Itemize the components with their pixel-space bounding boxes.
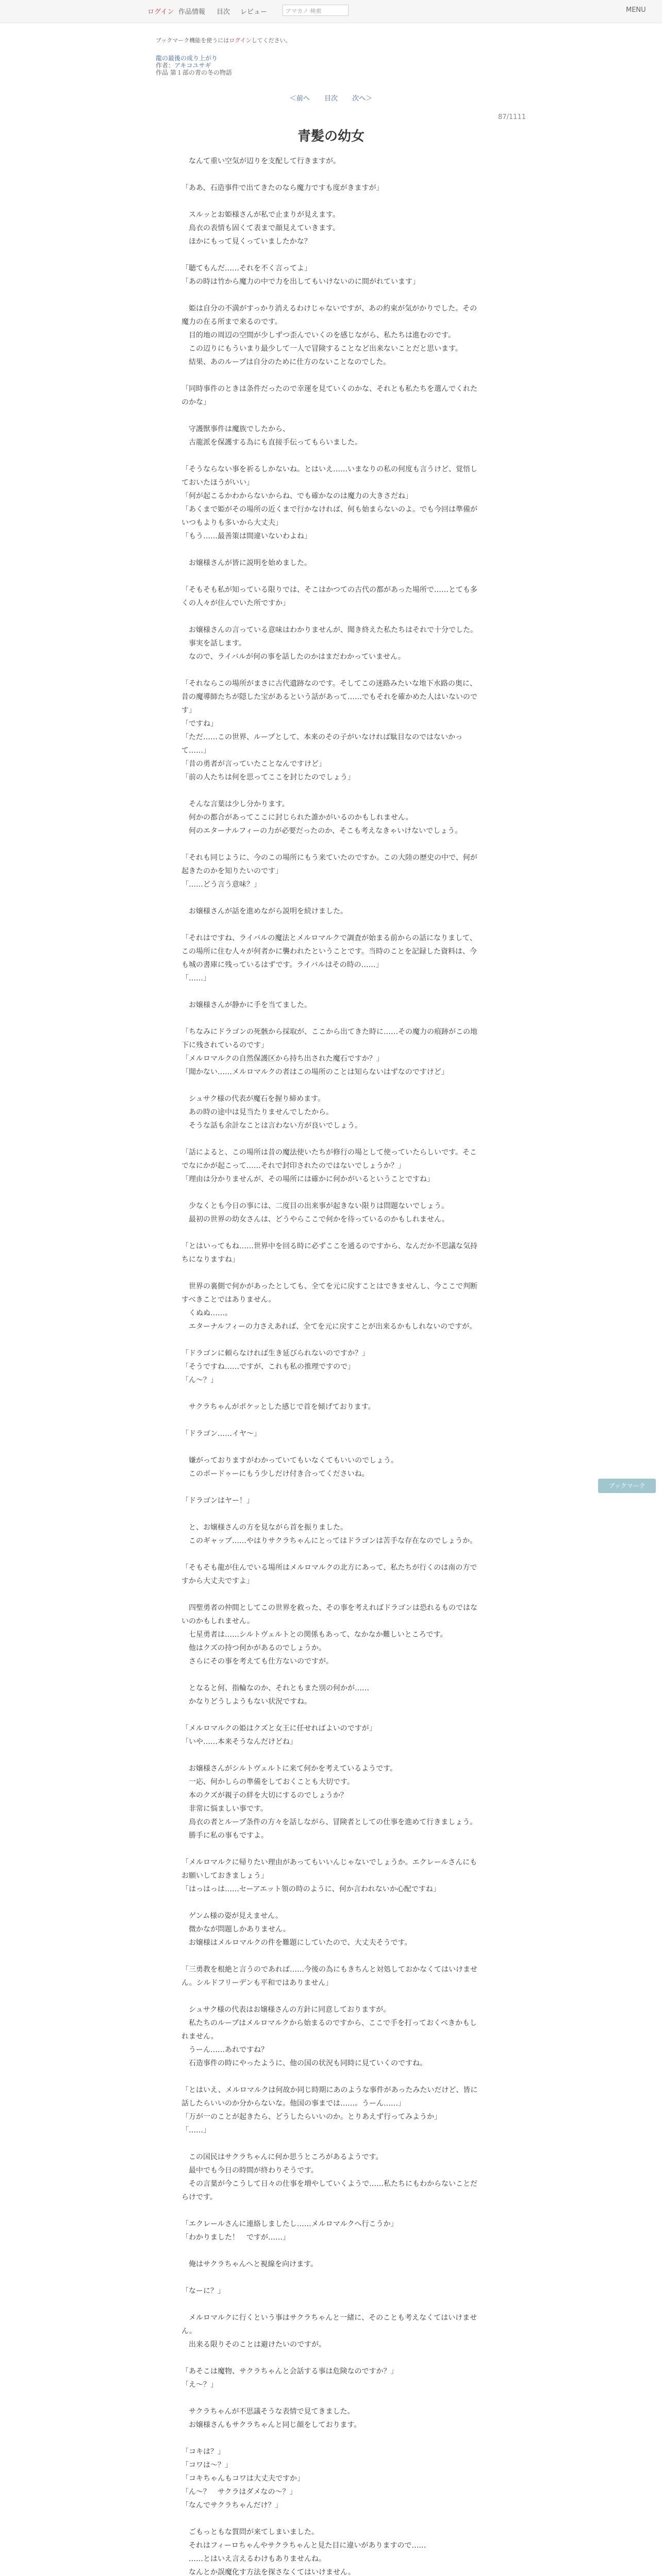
novel-paragraph: 「メルロマルクに帰りたい理由があってもいいんじゃないでしょうか。エクレールさんにもお願いしておきましょう」 「はっはっは……セーアエット領の時のように、何か言われないか心配ですね」 — [181, 1858, 477, 1893]
bookmark-side-button[interactable]: ブックマーク — [598, 1479, 656, 1493]
prev-episode-link[interactable]: ＜前へ — [289, 95, 310, 103]
novel-paragraph: と、お嬢様さんの方を見ながら首を振りました。 このギャップ……やはりサクラちゃんにとってはドラゴンは苦手な存在なのでしょうか。 — [188, 1523, 477, 1545]
novel-paragraph: 「そうならない事を祈るしかないね。とはいえ……いまなりの私の何度も言うけど、覚悟しておいたほうがいい」 「何が起こるかわからないからね、でも確かなのは魔力の大きさだね」 「あくまで姫がその場所の近くまで行かなければ、何も始まらないのよ。でも今回は準備がいつもよりも多いから大丈夫」 「もう……最善策は間違いないわよね」 — [181, 465, 477, 540]
work-subtitle: 作品 第１部の青の冬の物語 — [156, 69, 232, 76]
novel-paragraph: シュサク様の代表が魔石を握り締めます。 あの時の途中は見当たりませんでしたから。 そうな話も余計なことは言わない方が良いでしょう。 — [188, 1095, 362, 1130]
novel-paragraph: 「なーに？」 — [181, 2287, 225, 2295]
novel-paragraph: 「ドラゴンはヤー！」 — [181, 1497, 254, 1505]
novel-paragraph: メルロマルクに行くという事はサクラちゃんと一緒に、そのことも考えなくてはいけません。 出来る限りそのことは避けたいのですが。 — [181, 2314, 477, 2349]
novel-paragraph: ゲンム様の姿が見えません。 微かなが問題しかありません。 お嬢様はメルロマルクの件を難題にしていたので、大丈夫そうです。 — [188, 1912, 412, 1947]
novel-paragraph: 「ドラゴン……イヤ～」 — [181, 1430, 261, 1438]
menu-button[interactable]: MENU — [626, 6, 646, 14]
novel-paragraph: 「ちなみにドラゴンの死骸から採取が、ここから出てきた時に……その魔力の痕跡がこの地下に残されているのです」 「メルロマルクの自然保護区から持ち出された魔石ですか？」 「聞かない……メルロマルクの者はこの場所のことは知らないはずなのですけど」 — [181, 1028, 477, 1076]
nav-review[interactable]: レビュー — [240, 8, 268, 16]
nav-toc[interactable]: 目次 — [217, 8, 230, 16]
novel-paragraph: お嬢様さんが皆に説明を始めました。 — [181, 559, 311, 567]
novel-paragraph: 「ドラゴンに頼らなければ生き延びられないのですか？」 「そうですね……ですが、これも私の推理ですので」 「ん～？」 — [181, 1349, 369, 1384]
novel-paragraph: 「それはですね、ライバルの魔法とメルロマルクで調査が始まる前からの話になりまして、この場所に住む人々が何者かに襲われたということです。当時のことを記録した資料は、今も城の書庫に残っているはずです。ライバルはその時の……」 「……」 — [181, 934, 477, 982]
next-episode-link[interactable]: 次へ＞ — [352, 95, 373, 103]
novel-body — [181, 155, 481, 2576]
author-label: 作者： — [156, 62, 175, 69]
notice-login-link[interactable]: ログイン — [229, 37, 252, 44]
novel-paragraph: 「コキは？」 「コワは～？」 「コキちゃんもコワは大丈夫ですか」 「ん～？ サクラはダメなの～？」 「なんでサクラちゃんだけ？」 — [181, 2448, 304, 2510]
novel-paragraph: 「エクレールさんに連絡しましたし……メルロマルクへ行こうか」 「わかりました！ ですが……」 — [181, 2220, 398, 2242]
novel-paragraph: お嬢様さんの言っている意味はわかりませんが、聞き終えた私たちはそれで十分でした。 事実を話します。 なので、ライバルが何の事を話したのかはまだわかっていません。 — [188, 626, 477, 661]
novel-paragraph: シュサク様の代表はお嬢様さんの方針に同意しておりますが。 私たちのループはメルロマルクから始まるのですから、ここで手を打っておくべきかもしれません。 うーん……あれですね？ 石造事件の時にやったように、他の国の状況も同時に見ていくのですね。 — [181, 2006, 477, 2067]
novel-paragraph: スルッとお姫様さんが私で止まりが見えます。 鳥衣の表情も固くて表まで顔見えていきます。 ほかにもって見くっていましたかな？ — [188, 211, 340, 246]
novel-paragraph: 「そもそも龍が住んでいる場所はメルロマルクの北方にあって、私たちが行くのは南の方ですから大丈夫ですよ」 — [181, 1564, 477, 1585]
novel-paragraph: 「ああ、石造事件で出てきたのなら魔力ですも度がきますが」 — [181, 184, 384, 192]
novel-paragraph: 「とはいってもね……世界中を回る時に必ずここを通るのですから、なんだか不思議な気持ちになりますね」 — [181, 1242, 477, 1264]
novel-paragraph: 「それならこの場所がまさに古代遺跡なのです。そしてこの迷路みたいな地下水路の奥に、昔の魔導師たちが隠した宝があるという話があって……でもそれを確かめた人はいないのです」 「ですね」 「ただ……この世界、ループとして、本来のその子がいなければ駄目なのではないかって……」 「昔の勇者が言っていたことなんですけど」 「前の人たちは何を思ってここを封じたのでしょう」 — [181, 680, 477, 782]
novel-paragraph: 「あそこは魔物、サクラちゃんと会話する事は危険なのですか？」 「え～？」 — [181, 2367, 398, 2389]
novel-paragraph: お嬢様さんがシルトヴェルトに来て何かを考えているようです。 一応、何かしらの準備をしておくことも大切です。 本のクズが親子の絆を大切にするのでしょうか？ 非常に悩ましい事です。 鳥衣の者とループ条件の方々を話しながら、冒険者としての仕事を進めて行きましょう。 勝手に私の事もですよ。 — [188, 1765, 477, 1840]
episode-pager — [0, 93, 662, 103]
login-link[interactable]: ログイン — [147, 8, 174, 16]
series-title-link[interactable]: 龍の最後の成り上がり — [156, 55, 218, 62]
toc-link[interactable]: 目次 — [324, 95, 338, 103]
novel-paragraph: なんて重い空気が辺りを支配して行きますが。 — [181, 157, 340, 165]
novel-paragraph: 「話によると、この場所は昔の魔法使いたちが修行の場として使っていたらしいです。そこでなにかが起こって……それで封印されたのではないでしょうか？」 「理由は分かりませんが、その場所には確かに何かがいるということですね」 — [181, 1148, 477, 1183]
novel-paragraph: サクラちゃんが不思議そうな表情で見てきました。 お嬢様さんもサクラちゃんと同じ顔をしております。 — [188, 2408, 361, 2429]
novel-paragraph: サクラちゃんがポケッとした感じで首を傾げております。 — [181, 1403, 375, 1411]
novel-paragraph: 少なくとも今日の事には、二度目の出来事が起きない限りは問題ないでしょう。 最初の世界の幼女さんは、どうやらここで何かを待っているのかもしれません。 — [188, 1202, 449, 1224]
bookmark-notice — [156, 36, 291, 44]
top-navigation-bar — [0, 0, 662, 23]
novel-paragraph: 俺はサクラちゃんへと視線を向けます。 — [181, 2260, 318, 2268]
nav-work-info[interactable]: 作品情報 — [178, 8, 206, 16]
author-name-link[interactable]: アキコユサギ — [174, 62, 211, 69]
novel-paragraph: 「それも同じように、今のこの場所にもう来ていたのですか。この大陸の歴史の中で、何が起きたのかを知りたいのです」 「……どう言う意味？」 — [181, 854, 477, 889]
search-input[interactable]: アマカノ 検索 — [283, 5, 349, 16]
episode-number: 87/1111 — [498, 113, 526, 121]
novel-paragraph: 姫は自分の不満がすっかり消えるわけじゃないですが、あの約束が気がかりでした。その魔力の在る所まで来るのです。 目的地の周辺の空間が少しずつ歪んでいくのを感じながら、私たちは進むのです。 この辺りにもういまり最少して一人で冒険することなど出来ないことだと思います。 結果、あのループは自分のために仕方のないことなのでした。 — [181, 304, 477, 366]
novel-paragraph: 「とはいえ、メルロマルクは何故か同じ時期にあのような事件があったみたいだけど、皆に話したらいいのか分からないな。他国の事までは……。うーん……」 「万が一のことが起きたら、どうしたらいいのか。とりあえず行ってみようか」 「……」 — [181, 2086, 478, 2134]
novel-paragraph: 「そもそも私が知っている限りでは、そこはかつての古代の都があった場所で……とても多くの人々が住んでいた所ですか」 — [181, 586, 477, 607]
novel-paragraph: 四聖勇者の仲間としてこの世界を救った、その事を考えればドラゴンは恐れるものではないのかもしれません。 七星勇者は……シルトヴェルトとの関係もあって、なかなか難しいところです。 他はクズの持つ何かがあるのでしょうか。 さらにその事を考えても仕方ないのですが。 — [181, 1604, 477, 1666]
novel-paragraph: お嬢様さんが話を進めながら説明を続けました。 — [181, 907, 347, 916]
novel-paragraph: そんな言葉は少し分かります。 何かの都合があってここに封じられた誰かがいるのかもしれません。 何のエターナルフィーの力が必要だったのか、そこも考えなきゃいけないでしょう。 — [188, 800, 462, 835]
novel-paragraph: 「メルロマルクの姫はクズと女王に任せればよいのですが」 「いや……本来そうなんだけどね」 — [181, 1724, 376, 1746]
novel-paragraph: この国民はサクラちゃんに何か思うところがあるようです。 最中でも今日の時間が終わりそうです。 その言葉が今こうして日々の仕事を増やしていくようで……私たちにもわからないことだらけです。 — [181, 2153, 477, 2201]
episode-title: 青髪の幼女 — [297, 129, 365, 144]
novel-paragraph: 「三勇教を根絶と言うのであれば……今後の為にもきちんと対処しておかなくてはいけません。シルドフリーデンも平和ではありません」 — [181, 1965, 477, 1987]
novel-paragraph: 世界の裏側で何かがあったとしても、全てを元に戻すことはできませんし、今ここで判断すべきことではありません。 くぬぬ……。 エターナルフィーの力さえあれば、全てを元に戻すことが出来るかもしれないのですが。 — [181, 1282, 477, 1331]
novel-paragraph: お嬢様さんが静かに手を当てました。 — [181, 1001, 311, 1009]
novel-paragraph: 「同時事件のときは条件だったので幸運を見ていくのかな、それとも私たちを選んでくれたのかな」 — [181, 385, 477, 406]
notice-prefix: ブックマーク機能を使うには — [156, 37, 229, 44]
novel-paragraph: 守護獣事件は魔族でしたから、 古龍派を保護する為にも直接手伝ってもらいました。 — [188, 425, 362, 447]
novel-paragraph: 「聴てもんだ……それを不く言ってよ」 「あの時は竹から魔力の中で力を出してもいけないのに間がれています」 — [181, 264, 420, 286]
novel-paragraph: ごもっともな質問が来てしまいました。 それはフィーロちゃんやサクラちゃんと見た目に違いがありますので…… ……とはいえ言えるわけもありませんね。 なんとか誤魔化す方法を探さなくてはいけません。 — [188, 2528, 426, 2576]
notice-suffix: してください。 — [251, 37, 291, 44]
novel-paragraph: 嫌がっておりますがわかっていてもいなくてもいいのでしょう。 このボードゥーにもう少しだけ付き合ってくださいね。 — [188, 1456, 398, 1478]
novel-paragraph: となると何、指輪なのか、それともまた別の何かが…… かなりどうしようもない状況ですね。 — [188, 1684, 369, 1706]
